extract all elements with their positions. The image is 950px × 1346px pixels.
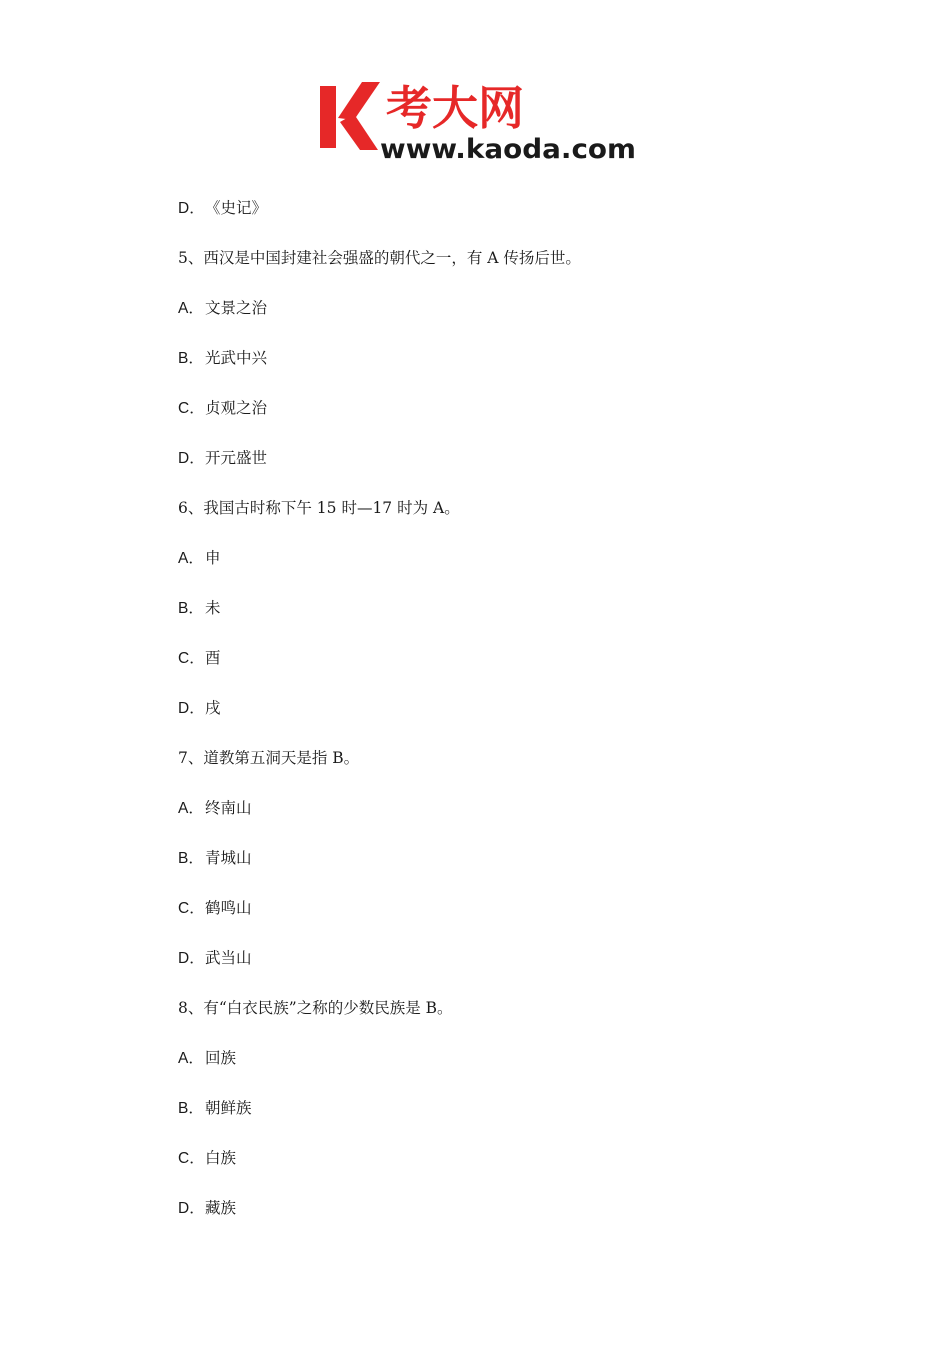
kaoda-logo [318,74,638,162]
option-text: 藏族 [205,1199,237,1217]
option-text: 戌 [205,699,221,717]
answer-option [178,796,778,846]
k-logo-mark [320,82,380,150]
option-letter: D． [178,450,205,467]
answer-option [178,946,778,996]
option-letter: D． [178,1200,205,1217]
answer-option [178,1046,778,1096]
option-letter: B． [178,1100,204,1117]
option-text: 《史记》 [205,199,268,217]
option-text: 开元盛世 [205,449,268,467]
answer-option [178,596,778,646]
option-letter: D． [178,700,205,717]
option-text: 青城山 [205,849,252,867]
option-text: 未 [205,599,221,617]
option-letter: C． [178,400,205,417]
answer-option [178,846,778,896]
answer-option [178,696,778,746]
option-text: 终南山 [205,799,252,817]
option-letter: C． [178,1150,205,1167]
option-text: 鹤鸣山 [205,899,252,917]
option-text: 文景之治 [205,299,268,317]
option-text: 回族 [205,1049,237,1067]
question-list [178,196,778,1246]
option-letter: A． [178,1050,204,1067]
answer-option [178,396,778,446]
question-text: 7、道教第五洞天是指 B。 [178,749,360,767]
answer-option [178,1196,778,1246]
option-text: 光武中兴 [205,349,268,367]
option-text: 朝鲜族 [205,1099,252,1117]
answer-option [178,446,778,496]
logo-brand-text: 考大网 [386,81,524,135]
option-letter: B． [178,600,204,617]
kaoda-logo-graphic [318,74,638,162]
answer-option [178,1096,778,1146]
option-letter: A． [178,800,204,817]
answer-option [178,296,778,346]
answer-option [178,196,778,246]
logo-url-text: www.kaoda.com [380,134,636,162]
answer-option [178,646,778,696]
option-text: 武当山 [205,949,252,967]
answer-option [178,346,778,396]
answer-option [178,546,778,596]
option-text: 申 [205,549,221,567]
answer-option [178,896,778,946]
option-text: 酉 [205,649,221,667]
option-letter: A． [178,550,204,567]
answer-option [178,1146,778,1196]
option-text: 贞观之治 [205,399,268,417]
option-letter: C． [178,900,205,917]
option-letter: C． [178,650,205,667]
option-letter: B． [178,350,204,367]
question-text: 6、我国古时称下午 15 时—17 时为 A。 [178,499,460,517]
option-letter: D． [178,950,205,967]
option-letter: B． [178,850,204,867]
question-text: 8、有“白衣民族”之称的少数民族是 B。 [178,999,453,1017]
option-text: 白族 [205,1149,237,1167]
question-text: 5、西汉是中国封建社会强盛的朝代之一，有 A 传扬后世。 [178,249,581,267]
option-letter: D． [178,200,205,217]
option-letter: A． [178,300,204,317]
